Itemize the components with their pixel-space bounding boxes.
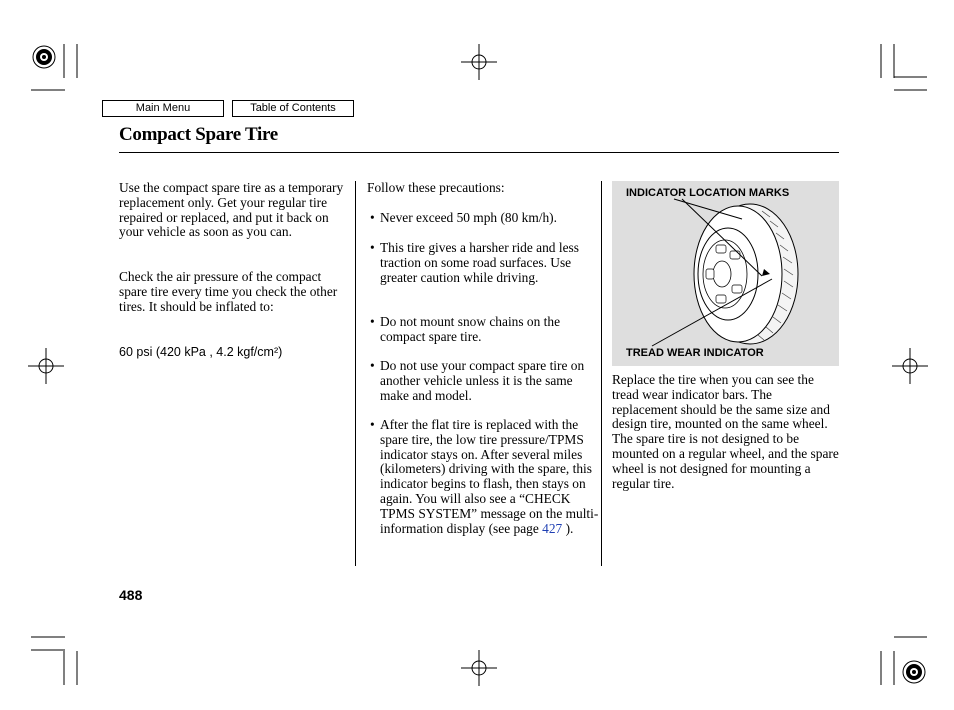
- replacement-paragraph: Replace the tire when you can see the tread wear indicator bars. The replacement should be the same size and design tire, mounted on the same wheel. The spare tire is not designed to be mounted on a regular wheel, and the spare wheel is not designed for mounting a regular tire.: [612, 372, 839, 491]
- precaution-item-traction: [367, 241, 600, 285]
- precaution-item-snow-chains: [367, 315, 600, 345]
- precaution-item-tpms: [367, 418, 601, 536]
- precaution-item-snow-chains-text: Do not mount snow chains on the compact spare tire.: [380, 314, 561, 344]
- table-of-contents-button[interactable]: Table of Contents: [232, 100, 354, 117]
- precaution-item-traction-text: This tire gives a harsher ride and less traction on some road surfaces. Use greater caution while driving.: [380, 240, 579, 285]
- page-427-link[interactable]: 427: [542, 520, 563, 536]
- precautions-intro: Follow these precautions:: [367, 180, 505, 195]
- column-divider-1: [355, 181, 356, 566]
- tread-wear-indicator-label: TREAD WEAR INDICATOR: [626, 347, 764, 359]
- tire-illustration: [612, 181, 839, 366]
- precaution-item-tpms-text: After the flat tire is replaced with the spare tire, the low tire pressure/TPMS indicator stays on. After several miles (kilometers) driving with the spare, this indicator begins to flash, then stays on again. You will also see a “CHECK TPMS SYSTEM” message on the multi-information display (see page: [380, 417, 599, 536]
- precaution-item-tpms-end: ).: [565, 520, 574, 536]
- page-title: Compact Spare Tire: [119, 124, 278, 145]
- title-rule: [119, 152, 839, 153]
- pressure-value: 60 psi (420 kPa , 4.2 kgf/cm²): [119, 345, 283, 359]
- precaution-item-speed-text: Never exceed 50 mph (80 km/h).: [380, 210, 557, 225]
- spare-usage-paragraph: Use the compact spare tire as a temporary replacement only. Get your regular tire repaired or replaced, and put it back on your vehicle as soon as you can.: [119, 180, 344, 240]
- column-divider-2: [601, 181, 602, 566]
- precaution-item-other-vehicle-text: Do not use your compact spare tire on another vehicle unless it is the same make and model.: [380, 358, 585, 403]
- precaution-item-other-vehicle: [367, 359, 600, 403]
- indicator-location-marks-label: INDICATOR LOCATION MARKS: [626, 187, 790, 199]
- main-menu-button[interactable]: Main Menu: [102, 100, 224, 117]
- air-pressure-paragraph: Check the air pressure of the compact spare tire every time you check the other tires. It should be inflated to:: [119, 269, 338, 314]
- tire-drawing: [612, 181, 839, 366]
- precaution-item-speed: [367, 211, 600, 226]
- page-number: 488: [119, 587, 143, 603]
